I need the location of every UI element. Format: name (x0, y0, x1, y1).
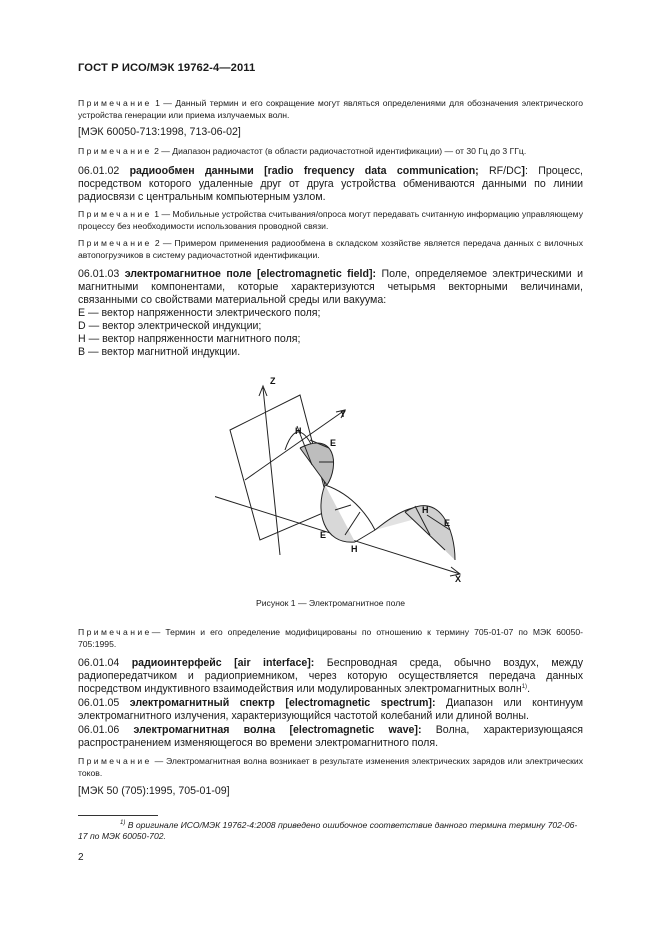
term-definition: Диапазон или континуум электромагнитного излучения, характеризующийся частотой колебаний или длиной волны. (78, 697, 583, 722)
h-vector-label: H (422, 505, 429, 515)
footnote-ref[interactable]: 1) (521, 683, 528, 690)
y-axis-label: Y (340, 409, 347, 419)
note-label: Примечание (78, 627, 152, 637)
term-number: 06.01.04 (78, 657, 132, 669)
note-label: Примечание (78, 209, 152, 219)
page-number: 2 (78, 852, 84, 863)
term-name: электромагнитная волна [electromagnetic wave]: (133, 724, 422, 736)
term-06-01-05 (78, 697, 583, 723)
h-vector-label: H (295, 426, 302, 436)
note-text: 1 — Мобильные устройства считывания/опроса могут передавать считанную информацию управляющему процессу без необходимости использования проводной связи. (78, 209, 583, 231)
list-item: E — вектор напряженности электрического поля; (78, 307, 321, 319)
term-06-01-03 (78, 268, 583, 307)
term-definition: : Процесс, посредством которого удаленные друг от друга устройства обмениваются данными по линии радиосвязи с центральным компьютерным узлом. (78, 165, 583, 203)
note-1 (78, 98, 583, 121)
note-text: — Термин и его определение модифицированы по отношению к термину 705-01-07 по МЭК 60050-705:1995. (78, 627, 583, 649)
page-header-title: ГОСТ Р ИСО/МЭК 19762-4—2011 (78, 62, 256, 74)
note-06-01-02-1 (78, 209, 583, 232)
e-vector-label: E (444, 518, 451, 528)
footnote-divider (78, 815, 158, 816)
footnote-mark: 1) (120, 820, 126, 826)
term-definition: Волна, характеризующаяся распространением изменяющегося во времени электромагнитного поля. (78, 724, 583, 749)
footnote (78, 820, 583, 842)
term-number: 06.01.03 (78, 268, 125, 280)
list-item: D — вектор электрической индукции; (78, 320, 262, 332)
term-definition: Поле, определяемое электрическими и магнитными компонентами, которые характеризуются четырьмя векторными величинами, связанными со свойствами материальной среды или вакуума: (78, 268, 583, 306)
term-name: радиообмен данными [radio frequency data communication; (129, 165, 490, 177)
note-text: 2 — Диапазон радиочастот (в области радиочастотной идентификации) — от 30 Гц до 3 ГГц. (151, 146, 527, 156)
term-abbr: RF/DC (489, 165, 522, 177)
term-number: 06.01.05 (78, 697, 130, 709)
note-06-01-06 (78, 756, 583, 779)
list-item: B — вектор магнитной индукции. (78, 346, 241, 358)
term-name-close: ] (521, 165, 525, 177)
e-vector-label: E (320, 530, 327, 540)
note-text: 1 — Данный термин и его сокращение могут являться определениями для обозначения электрического устройства генерации или приема излучаемых волн. (78, 98, 583, 120)
h-vector-label: H (351, 544, 358, 554)
term-name: электромагнитное поле [electromagnetic field]: (124, 268, 377, 280)
figure-note (78, 627, 583, 650)
electric-wave-2 (321, 485, 355, 542)
note-label: Примечание (78, 146, 152, 156)
note-06-01-02-2 (78, 238, 583, 261)
note-label: Примечание (78, 756, 152, 766)
note-text: 2 — Примером применения радиообмена в складском хозяйстве является передача данных с вилочных автопогрузчиков в систему радиочастотной идентификации. (78, 238, 583, 260)
x-axis-label: X (455, 574, 462, 584)
electric-wave-1 (300, 443, 334, 485)
electromagnetic-field-figure (215, 370, 475, 590)
term-06-01-04 (78, 657, 583, 696)
term-number: 06.01.06 (78, 724, 134, 736)
term-number: 06.01.02 (78, 165, 130, 177)
note-2 (78, 146, 583, 158)
note-label: Примечание (78, 98, 152, 108)
reference-1: [МЭК 60050-713:1998, 713-06-02] (78, 126, 241, 138)
reference-2: [МЭК 50 (705):1995, 705-01-09] (78, 785, 230, 797)
term-name: радиоинтерфейс [air interface]: (131, 657, 315, 669)
term-06-01-06 (78, 724, 583, 750)
footnote-text: В оригинале ИСО/МЭК 19762-4:2008 приведено ошибочное соответствие данного термина термину 702-06-17 по МЭК 60050-702. (78, 820, 578, 842)
z-axis-label: Z (270, 376, 276, 386)
z-axis (263, 388, 280, 555)
term-name: электромагнитный спектр [electromagnetic spectrum]: (129, 697, 436, 709)
e-vector-label: E (330, 438, 337, 448)
figure-caption: Рисунок 1 — Электромагнитное поле (255, 598, 406, 608)
term-06-01-02 (78, 165, 583, 204)
term-definition: Беспроводная среда, обычно воздух, между радиопередатчиком и радиоприемником, через которую осуществляется передача данных посредством индуктивного взаимодействия или модулированных электромагнитных волн (78, 657, 583, 695)
vector-list (78, 307, 320, 359)
note-label: Примечание (78, 238, 152, 248)
term-end: . (527, 682, 531, 695)
electric-wave-3 (405, 506, 455, 560)
list-item: H — вектор напряженности магнитного поля; (78, 333, 301, 345)
note-text: — Электромагнитная волна возникает в результате изменения электрических зарядов или электрических токов. (78, 756, 583, 778)
